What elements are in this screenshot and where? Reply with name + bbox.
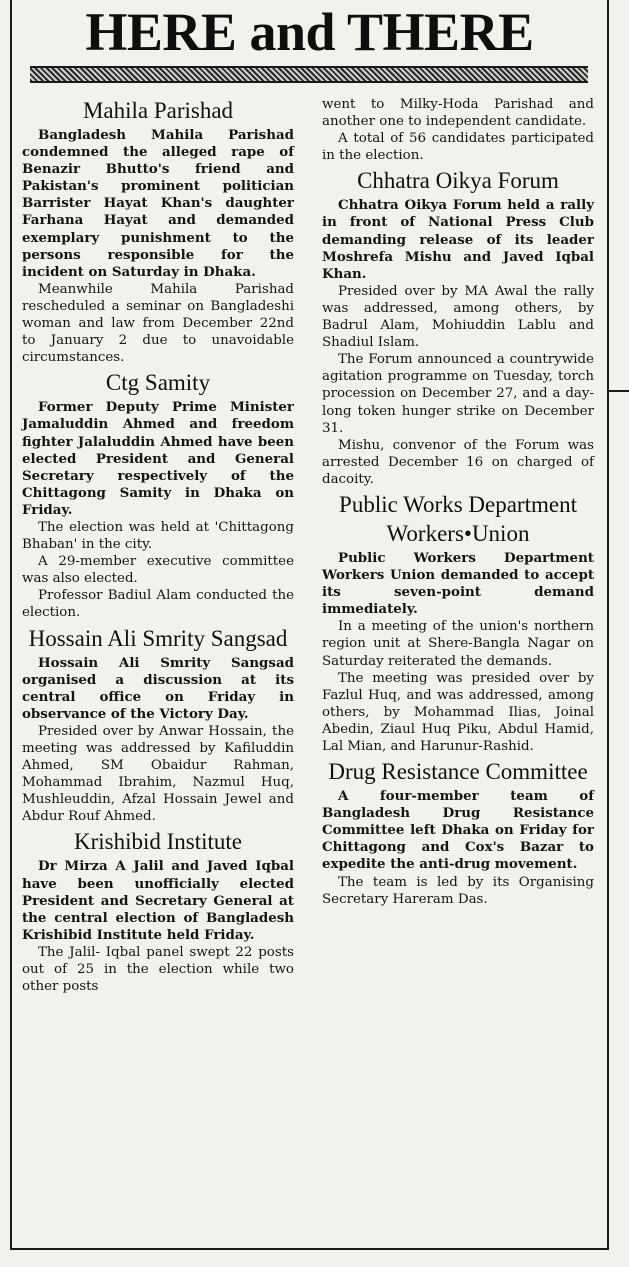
right-column — [322, 96, 594, 910]
article-paragraph: Chhatra Oikya Forum held a rally in front of National Press Club demanding release of its leader Moshrefa Mishu and Javed Iqbal Khan. — [322, 197, 594, 282]
article-drug-resistance-committee — [322, 757, 594, 908]
article-headline: Hossain Ali Smrity Sangsad — [28, 625, 288, 651]
article-headline: Krishibid Institute — [73, 829, 243, 855]
article-paragraph: The election was held at 'Chittagong Bhaban' in the city. — [22, 519, 294, 553]
left-column — [22, 96, 294, 997]
article-paragraph: Professor Badiul Alam conducted the election. — [22, 588, 294, 621]
article-public-works-department-workers-union — [322, 490, 594, 755]
article-headline: Ctg Samity — [105, 370, 211, 396]
article-paragraph: Meanwhile Mahila Parishad rescheduled a seminar on Bangladeshi woman and law from December 22nd to January 2 due to unavoidable circumstances. — [22, 281, 294, 366]
article-paragraph: A 29-member executive committee was also elected. — [22, 554, 294, 587]
article-mahila-parishad — [22, 96, 294, 366]
masthead-title: HERE and THERE — [85, 2, 534, 62]
article-paragraph: Former Deputy Prime Minister Jamaluddin Ahmed and freedom fighter Jalaluddin Ahmed have been elected President and General Secretary respectively of the Chittagong Samity in Dhaka on Friday. — [22, 399, 294, 518]
article-paragraph: Mishu, convenor of the Forum was arrested December 16 on charged of dacoity. — [322, 437, 594, 487]
article-headline: Public Works Department Workers•Union — [339, 491, 577, 546]
article-paragraph: The Forum announced a countrywide agitation programme on Tuesday, torch procession on December 27, and a day-long token hunger strike on December 31. — [322, 352, 594, 436]
article-krishibid-institute — [22, 827, 294, 995]
article-paragraph: A total of 56 candidates participated in the election. — [322, 131, 594, 164]
article-paragraph: Presided over by Anwar Hossain, the meeting was addressed by Kafiluddin Ahmed, SM Obaidur Rahman, Mohammad Ibrahim, Nazmul Huq, Mushleuddin, Afzal Hossain Jewel and Abdur Rouf Ahmed. — [22, 723, 294, 825]
hatched-rule — [30, 66, 588, 83]
article-paragraph: The team is led by its Organising Secretary Hareram Das. — [322, 874, 594, 907]
article-paragraph: went to Milky-Hoda Parishad and another one to independent candidate. — [322, 97, 594, 130]
article-paragraph: Bangladesh Mahila Parishad condemned the alleged rape of Benazir Bhutto's friend and Pakistan's prominent politician Barrister Hayat Khan's daughter Farhana Hayat and demanded exemplary punishment to the persons responsible for the incident on Saturday in Dhaka. — [22, 127, 294, 280]
article-chhatra-oikya-forum — [322, 166, 594, 488]
article-paragraph: The Jalil- Iqbal panel swept 22 posts out of 25 in the election while two other posts — [22, 944, 294, 995]
article-continued — [322, 96, 594, 164]
article-headline: Chhatra Oikya Forum — [357, 168, 559, 194]
article-paragraph: The meeting was presided over by Fazlul Huq, and was addressed, among others, by Mohammad Ilias, Joinal Abedin, Ziaul Huq Piku, Abdul Hamid, Lal Mian, and Harunur-Rashid. — [322, 670, 594, 754]
edge-rule — [609, 390, 629, 392]
article-paragraph: Hossain Ali Smrity Sangsad organised a discussion at its central office on Friday in observance of the Victory Day. — [22, 654, 294, 722]
article-paragraph: A four-member team of Bangladesh Drug Resistance Committee left Dhaka on Friday for Chittagong and Cox's Bazar to expedite the anti-drug movement. — [322, 788, 594, 873]
article-paragraph: Dr Mirza A Jalil and Javed Iqbal have been unofficially elected President and Secretary General at the central election of Bangladesh Krishibid Institute held Friday. — [22, 858, 294, 943]
article-paragraph: In a meeting of the union's northern region unit at Shere-Bangla Nagar on Saturday reiterated the demands. — [322, 619, 594, 669]
article-paragraph: Public Workers Department Workers Union demanded to accept its seven-point demand immediately. — [322, 549, 594, 618]
article-headline: Mahila Parishad — [82, 98, 234, 123]
article-hossain-ali-smrity-sangsad — [22, 624, 294, 826]
article-headline: Drug Resistance Committee — [328, 759, 588, 785]
article-ctg-samity — [22, 368, 294, 621]
article-paragraph: Presided over by MA Awal the rally was addressed, among others, by Badrul Alam, Mohiuddin Lablu and Shadiul Islam. — [322, 283, 594, 351]
